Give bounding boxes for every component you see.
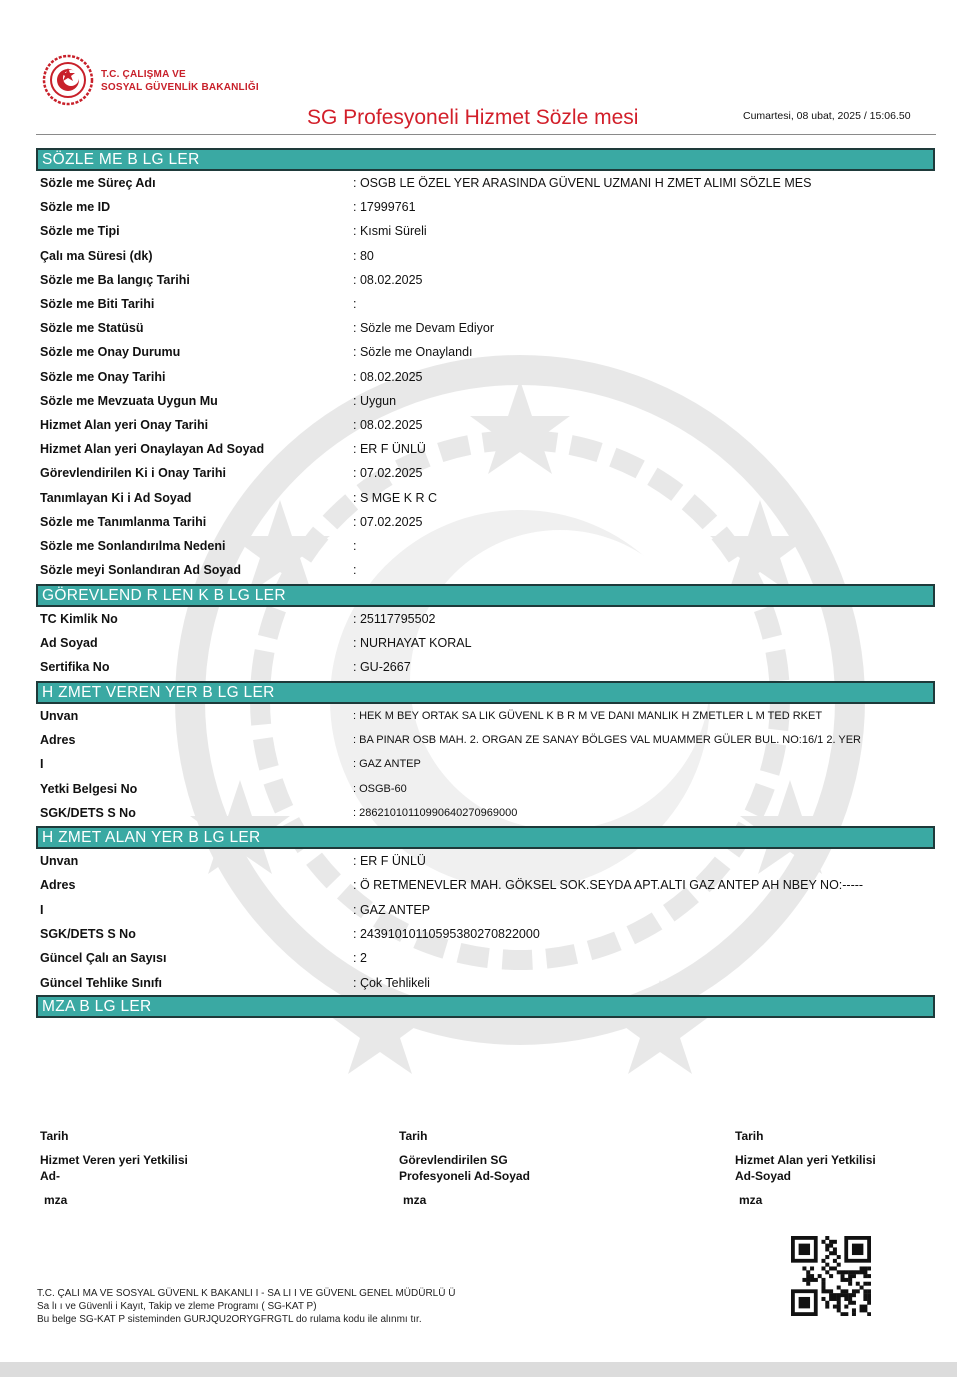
info-row xyxy=(40,757,930,777)
info-value: : BA PINAR OSB MAH. 2. ORGAN ZE SANAY BÖLGES VAL MUAMMER GÜLER BUL. NO:16/1 2. YER xyxy=(353,734,861,747)
info-row xyxy=(40,636,930,656)
signature-role-name: Ad- xyxy=(40,1169,60,1183)
info-label: SGK/DETS S No xyxy=(40,805,136,820)
info-label: Yetki Belgesi No xyxy=(40,781,138,796)
info-value: : xyxy=(353,539,357,553)
info-row xyxy=(40,345,930,365)
info-row xyxy=(40,418,930,438)
info-label: Sözle me Sonlandırılma Nedeni xyxy=(40,539,226,553)
signature-date-label: Tarih xyxy=(399,1129,428,1143)
info-label: Çalı ma Süresi (dk) xyxy=(40,248,153,263)
info-row xyxy=(40,394,930,414)
info-value: : Sözle me Devam Ediyor xyxy=(353,321,495,336)
info-row xyxy=(40,539,930,559)
info-label: Adres xyxy=(40,878,76,893)
info-value: : Uygun xyxy=(353,393,397,408)
section-provider-workplace-info: H ZMET VEREN YER B LG LER xyxy=(36,681,935,704)
info-label: Sözle me Tanımlanma Tarihi xyxy=(40,514,207,529)
ministry-line-2: SOSYAL GÜVENLİK BAKANLIĞI xyxy=(101,82,259,93)
footer-line-2: Sa lı ı ve Güvenli i Kayıt, Takip ve zleme Programı ( SG-KAT P) xyxy=(37,1301,317,1312)
info-label: Sözle me Ba langıç Tarihi xyxy=(40,272,190,287)
info-value: : Ö RETMENEVLER MAH. GÖKSEL SOK.SEYDA APT.ALTI GAZ ANTEP AH NBEY NO:----- xyxy=(353,878,864,893)
info-row xyxy=(40,297,930,317)
info-row xyxy=(40,976,930,996)
info-value: : Kısmi Süreli xyxy=(353,224,427,239)
ministry-emblem-icon xyxy=(42,54,94,106)
info-row xyxy=(40,491,930,511)
info-label: Adres xyxy=(40,733,76,748)
info-value: : OSGB LE ÖZEL YER ARASINDA GÜVENL UZMANI H ZMET ALIMI SÖZLE MES xyxy=(353,176,812,190)
info-row xyxy=(40,927,930,947)
info-label: Hizmet Alan yeri Onay Tarihi xyxy=(40,418,209,432)
info-value: : xyxy=(353,297,357,311)
info-value: : 25117795502 xyxy=(353,612,436,626)
signature-role: Hizmet Alan yeri Yetkilisi xyxy=(735,1153,876,1167)
ministry-line-1: T.C. ÇALIŞMA VE xyxy=(101,69,186,80)
signature-role: Hizmet Veren yeri Yetkilisi xyxy=(40,1153,188,1167)
info-label: Tanımlayan Ki i Ad Soyad xyxy=(40,490,192,505)
info-value: : 08.02.2025 xyxy=(353,369,423,384)
info-label: Sözle meyi Sonlandıran Ad Soyad xyxy=(40,563,241,578)
info-row xyxy=(40,854,930,874)
info-row xyxy=(40,249,930,269)
info-value: : xyxy=(353,563,357,578)
info-value: : Sözle me Onaylandı xyxy=(353,345,473,360)
info-row xyxy=(40,466,930,486)
info-row xyxy=(40,660,930,680)
info-value: : 08.02.2025 xyxy=(353,272,423,287)
header-divider xyxy=(36,134,936,135)
info-row xyxy=(40,273,930,293)
signature-date-label: Tarih xyxy=(735,1129,764,1143)
info-row xyxy=(40,224,930,244)
info-label: Sözle me Statüsü xyxy=(40,321,144,336)
info-value: : 07.02.2025 xyxy=(353,466,423,481)
signature-label: mza xyxy=(403,1193,427,1207)
info-row xyxy=(40,515,930,535)
info-value: : Çok Tehlikeli xyxy=(353,975,430,990)
info-value: : OSGB-60 xyxy=(353,782,407,795)
info-label: Sözle me Biti Tarihi xyxy=(40,297,155,311)
signature-label: mza xyxy=(739,1193,763,1207)
signature-role: Görevlendirilen SG xyxy=(399,1153,508,1167)
info-label: Sözle me Tipi xyxy=(40,224,120,239)
qr-code-icon xyxy=(791,1236,871,1316)
info-label: Sözle me Onay Durumu xyxy=(40,345,181,360)
ministry-name xyxy=(101,68,259,94)
info-value: : 80 xyxy=(353,248,374,263)
info-label: I xyxy=(40,757,44,772)
info-value: : GU-2667 xyxy=(353,660,411,675)
info-row xyxy=(40,733,930,753)
info-label: Sözle me Mevzuata Uygun Mu xyxy=(40,393,218,408)
info-value: : NURHAYAT KORAL xyxy=(353,636,472,651)
document-footer xyxy=(37,1287,455,1326)
info-label: Güncel Çalı an Sayısı xyxy=(40,951,167,966)
info-label: Görevlendirilen Ki i Onay Tarihi xyxy=(40,466,226,481)
info-label: Sözle me Süreç Adı xyxy=(40,176,156,190)
section-signature-info: MZA B LG LER xyxy=(36,995,935,1018)
info-label: Unvan xyxy=(40,854,79,868)
info-value: : S MGE K R C xyxy=(353,490,438,505)
signature-block-appointee xyxy=(399,1128,530,1208)
info-row xyxy=(40,370,930,390)
info-value: : 24391010110595380270822000 xyxy=(353,926,540,941)
info-label: I xyxy=(40,902,44,917)
signature-label: mza xyxy=(44,1193,68,1207)
info-value: : HEK M BEY ORTAK SA LIK GÜVENL K B R M VE DANI MANLIK H ZMETLER L M TED RKET xyxy=(353,710,823,722)
info-value: : 17999761 xyxy=(353,200,416,215)
signature-block-provider xyxy=(40,1128,188,1208)
info-label: Hizmet Alan yeri Onaylayan Ad Soyad xyxy=(40,442,265,457)
info-row xyxy=(40,951,930,971)
info-label: Sözle me ID xyxy=(40,200,111,215)
signature-block-receiver xyxy=(735,1128,876,1208)
info-row xyxy=(40,782,930,802)
signature-date-label: Tarih xyxy=(40,1129,69,1143)
info-value: : GAZ ANTEP xyxy=(353,758,421,771)
info-label: Ad Soyad xyxy=(40,636,98,651)
info-row xyxy=(40,442,930,462)
info-value: : 2862101011099064027096900​0 xyxy=(353,806,518,819)
info-value: : 08.02.2025 xyxy=(353,418,423,432)
section-receiver-workplace-info: H ZMET ALAN YER B LG LER xyxy=(36,826,935,849)
info-row xyxy=(40,176,930,196)
info-value: : GAZ ANTEP xyxy=(353,902,431,917)
footer-line-3: Bu belge SG-KAT P sisteminden GURJQU2ORYGFRGTL do rulama kodu ile alınmı tır. xyxy=(37,1314,422,1325)
info-row xyxy=(40,612,930,632)
document-date: Cumartesi, 08 ubat, 2025 / 15:06.50 xyxy=(743,110,911,122)
info-row xyxy=(40,321,930,341)
info-value: : 07.02.2025 xyxy=(353,514,423,529)
info-row xyxy=(40,878,930,898)
section-appointee-info: GÖREVLEND R LEN K B LG LER xyxy=(36,584,935,607)
footer-line-1: T.C. ÇALI MA VE SOSYAL GÜVENL K BAKANLI I - SA LI I VE GÜVENL GENEL MÜDÜRLÜ Ü xyxy=(37,1288,456,1299)
info-row xyxy=(40,903,930,923)
info-row xyxy=(40,563,930,583)
info-label: TC Kimlik No xyxy=(40,612,118,626)
info-row xyxy=(40,200,930,220)
info-label: SGK/DETS S No xyxy=(40,926,136,941)
section-contract-info: SÖZLE ME B LG LER xyxy=(36,148,935,171)
signature-role-name: Ad-Soyad xyxy=(735,1169,792,1183)
page-bottom-margin xyxy=(0,1362,957,1377)
info-value: : ER F ÜNLÜ xyxy=(353,442,426,457)
info-value: : ER F ÜNLÜ xyxy=(353,854,426,868)
info-row xyxy=(40,709,930,729)
document-title: SG Profesyoneli Hizmet Sözle mesi xyxy=(307,106,639,129)
signature-role-name: Profesyoneli Ad-Soyad xyxy=(399,1169,530,1183)
info-label: Sertifika No xyxy=(40,660,110,675)
info-label: Sözle me Onay Tarihi xyxy=(40,369,166,384)
info-row xyxy=(40,806,930,826)
info-label: Unvan xyxy=(40,709,79,723)
info-value: : 2 xyxy=(353,951,367,966)
info-label: Güncel Tehlike Sınıfı xyxy=(40,975,163,990)
